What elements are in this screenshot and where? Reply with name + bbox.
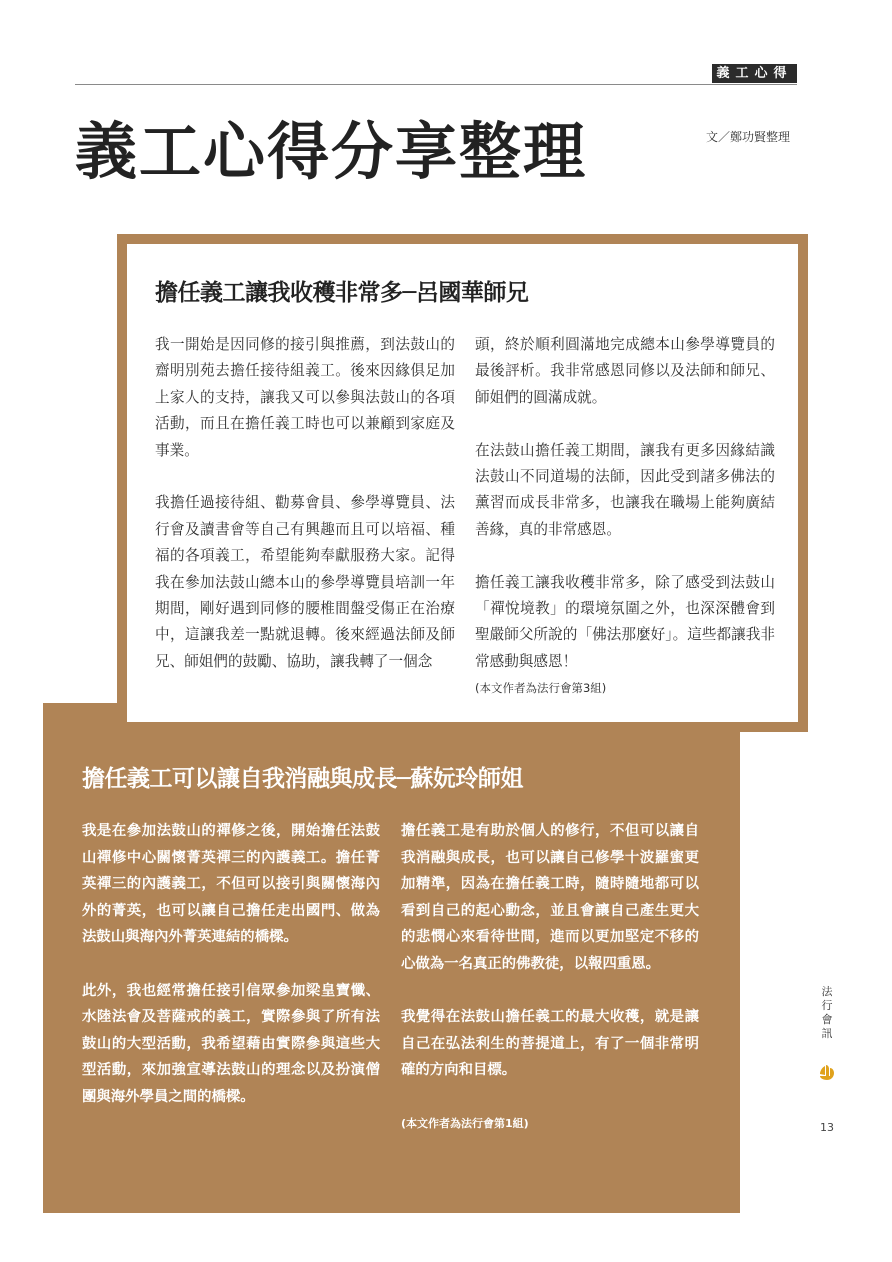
- article1-column-1: 我一開始是因同修的接引與推薦，到法鼓山的齋明別苑去擔任接待組義工。後來因緣俱足加上家人的支持，讓我又可以參與法鼓山的各項活動，而且在擔任義工時也可以兼顧到家庭及事業。 我擔任過接待組、勸募會員、參學導覽員、法行會及讀書會等自己有興趣而且可以培福、種福的各項義工，希望能夠奉獻服務大家。記得我在參加法鼓山總本山的參學導覽員培訓一年期間，剛好遇到同修的腰椎間盤受傷正在治療中，這讓我差一點就退轉。後來經過法師及師兄、師姐們的鼓勵、協助，讓我轉了一個念: [155, 336, 455, 670]
- header-rule: [75, 84, 797, 85]
- article2-author-note: (本文作者為法行會第1組): [401, 1116, 529, 1130]
- article1-column-2-text: 頭，終於順利圓滿地完成總本山參學導覽員的最後評析。我非常感恩同修以及法師和師兄、師姐們的圓滿成就。 在法鼓山擔任義工期間，讓我有更多因緣結識法鼓山不同道場的法師，因此受到諸多佛法的薰習而成長非常多，也讓我在職場上能夠廣結善緣，真的非常感恩。 擔任義工讓我收穫非常多，除了感受到法鼓山「禪悅境教」的環境氛圍之外，也深深體會到聖嚴師父所說的「佛法那麼好」。這些都讓我非常感動與感恩！: [475, 336, 775, 670]
- article2-column-2-text: 擔任義工是有助於個人的修行，不但可以讓自我消融與成長，也可以讓自己修學十波羅蜜更加精準，因為在擔任義工時，隨時隨地都可以看到自己的起心動念，並且會讓自己產生更大的悲憫心來看待世間，進而以更加堅定不移的心做為一名真正的佛教徒，以報四重恩。 我覺得在法鼓山擔任義工的最大收穫，就是讓自己在弘法利生的菩提道上，有了一個非常明確的方向和目標。: [401, 823, 699, 1079]
- article2-heading: 擔任義工可以讓自我消融與成長─蘇妧玲師姐: [82, 765, 523, 792]
- article2-column-1: 我是在參加法鼓山的禪修之後，開始擔任法鼓山禪修中心關懷菁英禪三的內護義工。擔任菁英禪三的內護義工，不但可以接引與關懷海內外的菁英，也可以讓自己擔任走出國門、做為法鼓山與海內外菁英連結的橋樑。 此外，我也經常擔任接引信眾參加梁皇寶懺、水陸法會及菩薩戒的義工，實際參與了所有法鼓山的大型活動，我希望藉由實際參與這些大型活動，來加強宣導法鼓山的理念以及扮演僧團與海外學員之間的橋樑。: [82, 823, 380, 1105]
- article1-author-note: (本文作者為法行會第3組): [475, 681, 607, 696]
- page-title: 義工心得分享整理: [75, 115, 588, 188]
- article1-heading: 擔任義工讓我收穫非常多─呂國華師兄: [155, 279, 529, 306]
- byline: 文／鄭功賢整理: [706, 130, 791, 144]
- magazine-name: 法 行 會 訊: [821, 985, 833, 1040]
- section-tag: 義工心得: [712, 64, 797, 83]
- article2-column-2: [401, 818, 699, 1133]
- dharma-drum-logo-icon: [817, 1062, 837, 1082]
- page-number: 13: [820, 1121, 834, 1134]
- article1-column-2: [475, 332, 775, 697]
